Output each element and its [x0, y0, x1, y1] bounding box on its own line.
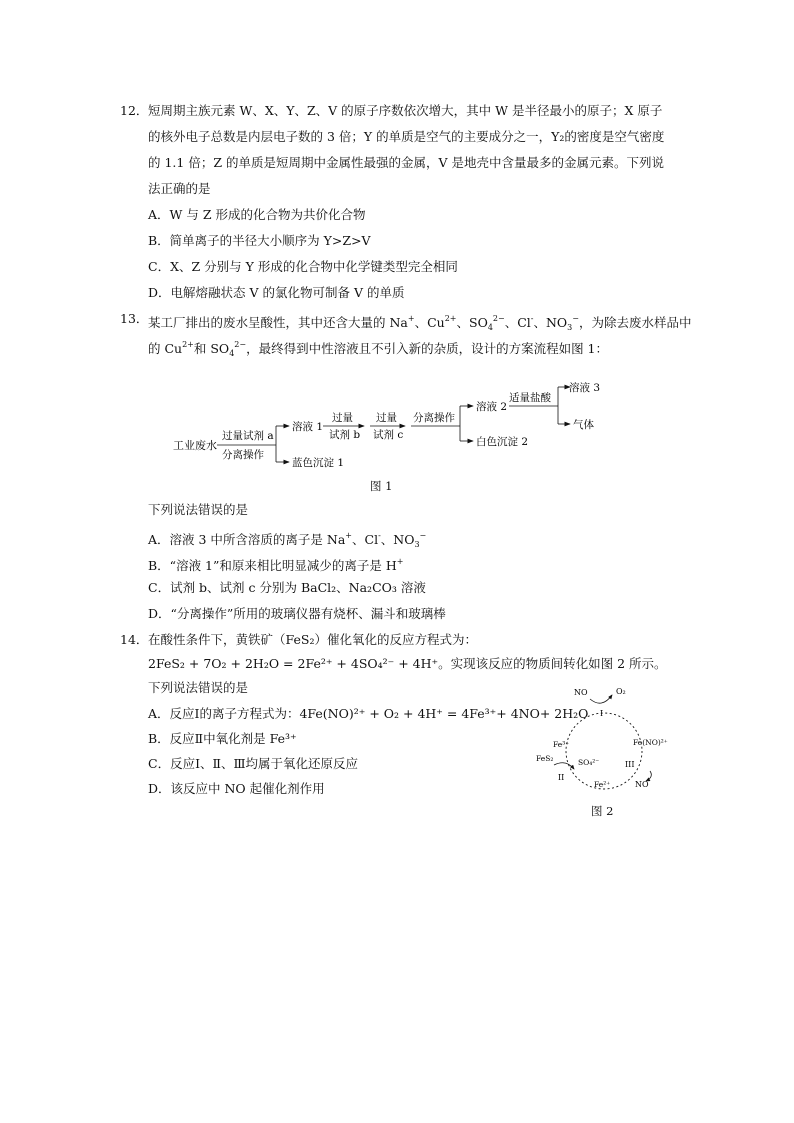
flow-blue-precipitate-1: 蓝色沉淀 1: [292, 457, 345, 469]
flowchart-figure-1: [165, 372, 625, 472]
q12-option-d: D．电解熔融状态 V 的氯化物可制备 V 的单质: [148, 285, 405, 300]
flow-solution-2: 溶液 2: [476, 401, 508, 413]
flow-white-precipitate-2: 白色沉淀 2: [476, 436, 529, 448]
q14-equation: 2FeS₂ + 7O₂ + 2H₂O = 2Fe²⁺ + 4SO₄²⁻ + 4H⁺。实现该反应的物质间转化如图 2 所示。: [148, 656, 667, 671]
q14-option-d: D．该反应中 NO 起催化剂作用: [148, 781, 325, 796]
q14-number: 14．: [120, 632, 149, 647]
q13-option-b: B．“溶液 1”和原来相比明显减少的离子是 H+: [148, 557, 404, 573]
q13-option-c: C．试剂 b、试剂 c 分别为 BaCl₂、Na₂CO₃ 溶液: [148, 580, 426, 595]
cycle-diagram-figure-2: [532, 683, 682, 798]
q12-stem-line-1: 短周期主族元素 W、X、Y、Z、V 的原子序数依次增大，其中 W 是半径最小的原子；X 原子: [148, 103, 663, 118]
q13-option-a: A．溶液 3 中所含溶质的离子是 Na+、Cl-、$NO_3^-$: [148, 531, 427, 549]
cycle-no-bottom: NO: [635, 780, 649, 789]
flow-solution-3: 溶液 3: [569, 382, 601, 394]
cycle-no-top: NO: [574, 688, 588, 697]
flow-start-label: 工业废水: [173, 439, 217, 452]
figure-1-caption: 图 1: [370, 479, 393, 493]
q12-option-b: B．简单离子的半径大小顺序为 Y>Z>V: [148, 233, 371, 248]
q12-number: 12．: [120, 103, 149, 118]
cycle-reaction-i: I: [600, 709, 604, 718]
q13-stem-line-2: 的 $Cu^{2+}$和 $SO_4^{2-}$，最终得到中性溶液且不引入新的杂质，设计的方案流程如图 1：: [148, 340, 609, 358]
q13-stem-line-1: 某工厂排出的废水呈酸性，其中还含大量的 Na+、$Cu^{2+}$、$SO_4^{2-}$、Cl-、$NO_3^-$，为除去废水样品中: [148, 314, 692, 332]
flow-step2-top: 过量: [332, 412, 353, 424]
q12-stem-line-4: 法正确的是: [148, 181, 211, 196]
cycle-circle: [566, 713, 642, 789]
cycle-so4: SO₄²⁻: [578, 758, 600, 767]
flow-step2-bottom: 试剂 b: [329, 429, 361, 441]
q14-option-a: A．反应Ⅰ的离子方程式为：4Fe(NO)²⁺ + O₂ + 4H⁺ = 4Fe³⁺+ 4NO+ 2H₂O: [148, 706, 589, 721]
flow-step3-top: 过量: [376, 412, 397, 424]
flow-step1-top: 过量试剂 a: [222, 430, 274, 442]
cycle-fe2: Fe²⁺: [594, 780, 611, 789]
cycle-reaction-ii: II: [558, 773, 565, 782]
q13-prompt: 下列说法错误的是: [148, 502, 249, 517]
flow-gas: 气体: [573, 419, 594, 431]
q14-option-c: C．反应Ⅰ、Ⅱ、Ⅲ均属于氧化还原反应: [148, 756, 359, 771]
q12-option-c: C．X、Z 分别与 Y 形成的化合物中化学键类型完全相同: [148, 259, 458, 274]
q14-stem-line-1: 在酸性条件下，黄铁矿（FeS₂）催化氧化的反应方程式为：: [148, 632, 477, 647]
flow-solution-1: 溶液 1: [292, 421, 324, 433]
flow-step4: 分离操作: [413, 412, 455, 424]
flow-step1-bottom: 分离操作: [222, 449, 264, 461]
q12-option-a: A．W 与 Z 形成的化合物为共价化合物: [148, 207, 366, 222]
q14-prompt: 下列说法错误的是: [148, 680, 249, 695]
figure-2-caption: 图 2: [591, 804, 614, 818]
q13-option-d: D．“分离操作”所用的玻璃仪器有烧杯、漏斗和玻璃棒: [148, 606, 446, 621]
cycle-fe3: Fe³⁺: [553, 740, 570, 749]
q12-stem-line-2: 的核外电子总数是内层电子数的 3 倍；Y 的单质是空气的主要成分之一，Y₂的密度是空气密度: [148, 129, 665, 144]
q14-option-b: B．反应Ⅱ中氧化剂是 Fe³⁺: [148, 731, 297, 746]
q13-number: 13．: [120, 311, 149, 326]
flow-step3-bottom: 试剂 c: [373, 429, 404, 441]
cycle-o2: O₂: [616, 687, 626, 696]
q12-stem-line-3: 的 1.1 倍；Z 的单质是短周期中金属性最强的金属，V 是地壳中含量最多的金属元素。下列说: [148, 155, 664, 170]
cycle-feno: Fe(NO)²⁺: [633, 738, 668, 747]
cycle-reaction-iii: III: [625, 760, 635, 769]
flow-step5: 适量盐酸: [509, 392, 551, 404]
cycle-fes2: FeS₂: [536, 754, 554, 763]
